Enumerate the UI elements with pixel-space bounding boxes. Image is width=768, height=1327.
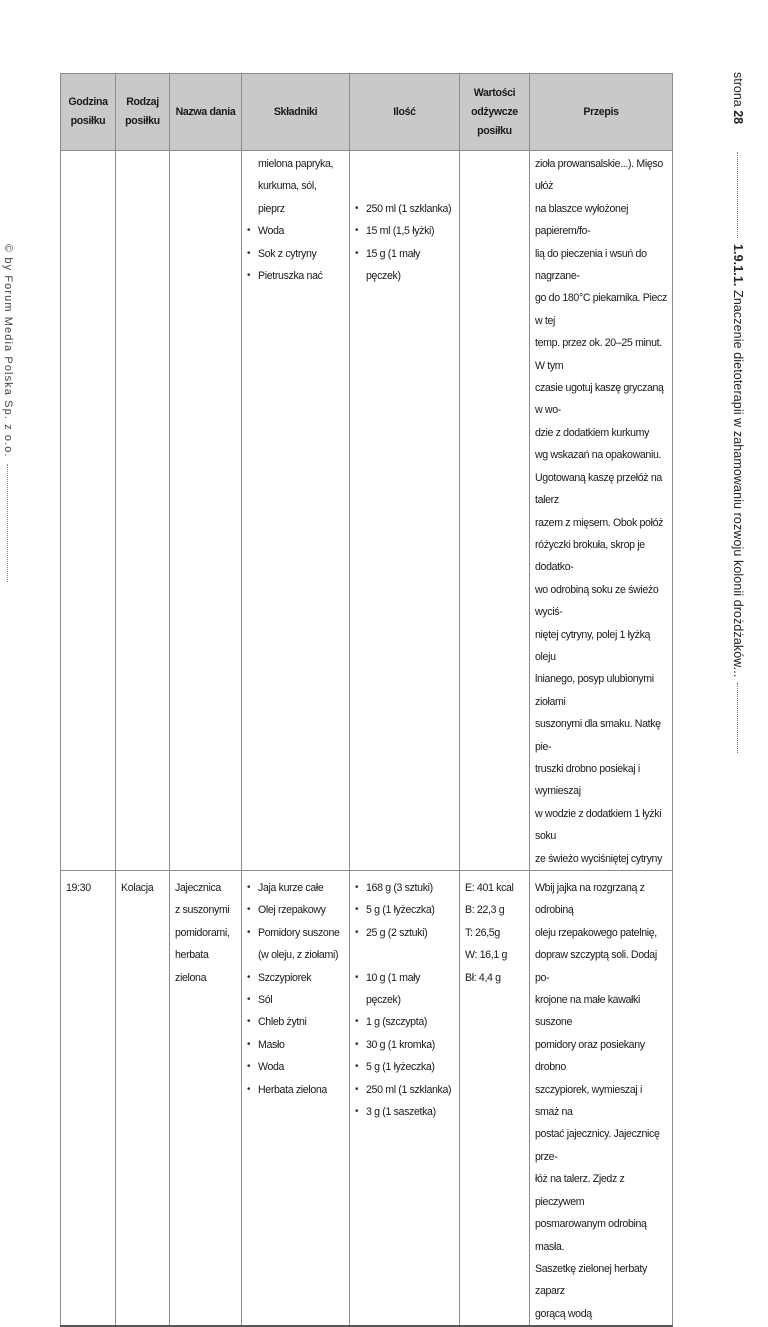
amount-list [355, 198, 455, 288]
dish-name-line: Jajecznica [175, 882, 221, 894]
list-item: • Herbata zielona [247, 1079, 345, 1101]
running-header [731, 72, 745, 753]
copyright-dotted-rule [7, 464, 8, 582]
nutrition-fat: T: 26,5g [465, 926, 500, 939]
recipe-line: pomidory oraz posiekany drobno [535, 1038, 645, 1074]
list-item: • 25 g (2 sztuki) [355, 922, 455, 944]
recipe-line: różyczki brokuła, skrop je dodatko- [535, 538, 645, 574]
nutrition-energy: E: 401 kcal [465, 882, 514, 894]
list-item: • 5 g (1 łyżeczka) [355, 1056, 455, 1078]
header-recipe: Przepis [530, 74, 673, 151]
cell-dish-name [170, 871, 242, 1327]
nutrition-fiber: Bł: 4,4 g [465, 971, 501, 984]
list-item: • Sok z cytryny [247, 243, 345, 265]
table-row [61, 151, 673, 871]
recipe-line: truszki drobno posiekaj i wymieszaj [535, 762, 640, 798]
cell-recipe [530, 871, 673, 1327]
cell-ingredients [242, 871, 350, 1327]
header-meal-type: Rodzaj posiłku [116, 74, 170, 151]
recipe-line: Ugotowaną kaszę przełóż na talerz [535, 471, 662, 507]
recipe-line: ze świeżo wyciśniętej cytryny [535, 852, 663, 865]
list-item: • 10 g (1 mały pęczek) [355, 967, 455, 1012]
cell-time [61, 151, 116, 871]
list-item: • 250 ml (1 szklanka) [355, 1079, 455, 1101]
header-dotted-rule-end [737, 683, 738, 753]
amount-list [355, 877, 455, 1123]
recipe-line: lią do pieczenia i wsuń do nagrzane- [535, 247, 647, 283]
recipe-line: szczypiorek, wymieszaj i smaż na [535, 1083, 642, 1119]
dish-name-line: herbata zielona [175, 949, 209, 984]
recipe-line: gorącą wodą [535, 1307, 592, 1320]
recipe-line: czasie ugotuj kaszę gryczaną w wo- [535, 382, 664, 417]
recipe-line: razem z mięsem. Obok połóż [535, 516, 664, 529]
recipe-line: postać jajecznicy. Jajecznicę prze- [535, 1128, 660, 1163]
table-header-row [61, 74, 673, 151]
ingredient-list [247, 220, 345, 287]
recipe-line: niętej cytryny, polej 1 łyżką oleju [535, 628, 651, 663]
cell-amounts [350, 871, 460, 1327]
header-amount: Ilość [350, 74, 460, 151]
recipe-line: Wbij jajka na rozgrzaną z odrobiną [535, 882, 645, 917]
list-item: • 15 g (1 mały pęczek) [355, 243, 455, 288]
list-item: • Olej rzepakowy [247, 899, 345, 921]
recipe-line: posmarowanym odrobiną masła. [535, 1218, 647, 1253]
recipe-line: dopraw szczyptą soli. Dodaj po- [535, 949, 657, 984]
list-item: • 168 g (3 sztuki) [355, 877, 455, 899]
list-item: (w oleju, z ziołami) [258, 949, 339, 962]
recipe-line: w wodzie z dodatkiem 1 łyżki soku [535, 807, 662, 843]
recipe-line: łóż na talerz. Zjedz z pieczywem [535, 1173, 625, 1208]
list-item: • Pomidory suszone [247, 922, 345, 944]
dish-name-line: pomidorami, [175, 926, 230, 939]
cell-meal-type [116, 151, 170, 871]
cell-dish-name [170, 151, 242, 871]
list-item: • 30 g (1 kromka) [355, 1034, 455, 1056]
ingredient-continued: mielona papryka, [258, 158, 334, 170]
header-ingredients: Składniki [242, 74, 350, 151]
list-item: • 5 g (1 łyżeczka) [355, 899, 455, 921]
list-item: • Chleb żytni [247, 1011, 345, 1033]
copyright-notice: © by Forum Media Polska Sp. z o.o. [2, 244, 14, 582]
list-item: • Masło [247, 1034, 345, 1056]
cell-nutrition [460, 871, 530, 1327]
recipe-line: na blaszce wyłożonej papierem/fo- [535, 202, 629, 238]
cell-time: 19:30 [61, 871, 116, 1327]
cell-ingredients [242, 151, 350, 871]
list-item: • Woda [247, 1056, 345, 1078]
cell-recipe [530, 151, 673, 871]
nutrition-protein: B: 22,3 g [465, 904, 505, 917]
cell-nutrition [460, 151, 530, 871]
meal-plan-table [60, 73, 673, 1327]
section-heading: 1.9.1.1. Znaczenie dietoterapii w zahamowaniu rozwoju kolonii drożdżaków... [731, 244, 745, 678]
cell-meal-type: Kolacja [116, 871, 170, 1327]
list-item: • 1 g (szczypta) [355, 1011, 455, 1033]
recipe-line: suszonymi dla smaku. Natkę pie- [535, 718, 661, 753]
header-dish-name: Nazwa dania [170, 74, 242, 151]
list-item: • Szczypiorek [247, 967, 345, 989]
header-meal-time: Godzina posiłku [61, 74, 116, 151]
recipe-line: Saszetkę zielonej herbaty zaparz [535, 1262, 647, 1298]
ingredient-list [247, 877, 345, 1101]
ingredient-continued: kurkuma, sól, pieprz [258, 180, 317, 215]
list-item: • 15 ml (1,5 łyżki) [355, 220, 455, 242]
nutrition-carbs: W: 16,1 g [465, 949, 507, 962]
recipe-line: krojone na małe kawałki suszone [535, 994, 641, 1029]
cell-amounts [350, 151, 460, 871]
recipe-line: wg wskazań na opakowaniu. [535, 449, 662, 462]
recipe-line: oleju rzepakowego patelnię, [535, 926, 657, 939]
recipe-line: go do 180°C piekarnika. Piecz w tej [535, 292, 667, 327]
list-item: • Sól [247, 989, 345, 1011]
recipe-line: dzie z dodatkiem kurkumy [535, 426, 650, 439]
table-row [61, 871, 673, 1327]
list-spacer [355, 944, 455, 966]
recipe-line: zioła prowansalskie...). Mięso ułóż [535, 158, 663, 193]
dish-name-line: z suszonymi [175, 904, 230, 917]
list-item: • 3 g (1 saszetka) [355, 1101, 455, 1123]
page-number-label: strona 28 [731, 72, 745, 125]
list-item: • Pietruszka nać [247, 265, 345, 287]
recipe-line: lnianego, posyp ulubionymi ziołami [535, 673, 654, 708]
header-nutrition: Wartości odżywcze posiłku [460, 74, 530, 151]
recipe-line: temp. przez ok. 20–25 minut. W tym [535, 337, 662, 372]
header-dotted-rule [737, 152, 738, 238]
list-item: • 250 ml (1 szklanka) [355, 198, 455, 220]
list-item: • Jaja kurze całe [247, 877, 345, 899]
recipe-line: wo odrobiną soku ze świeżo wyciś- [535, 583, 659, 619]
list-item: • Woda [247, 220, 345, 242]
